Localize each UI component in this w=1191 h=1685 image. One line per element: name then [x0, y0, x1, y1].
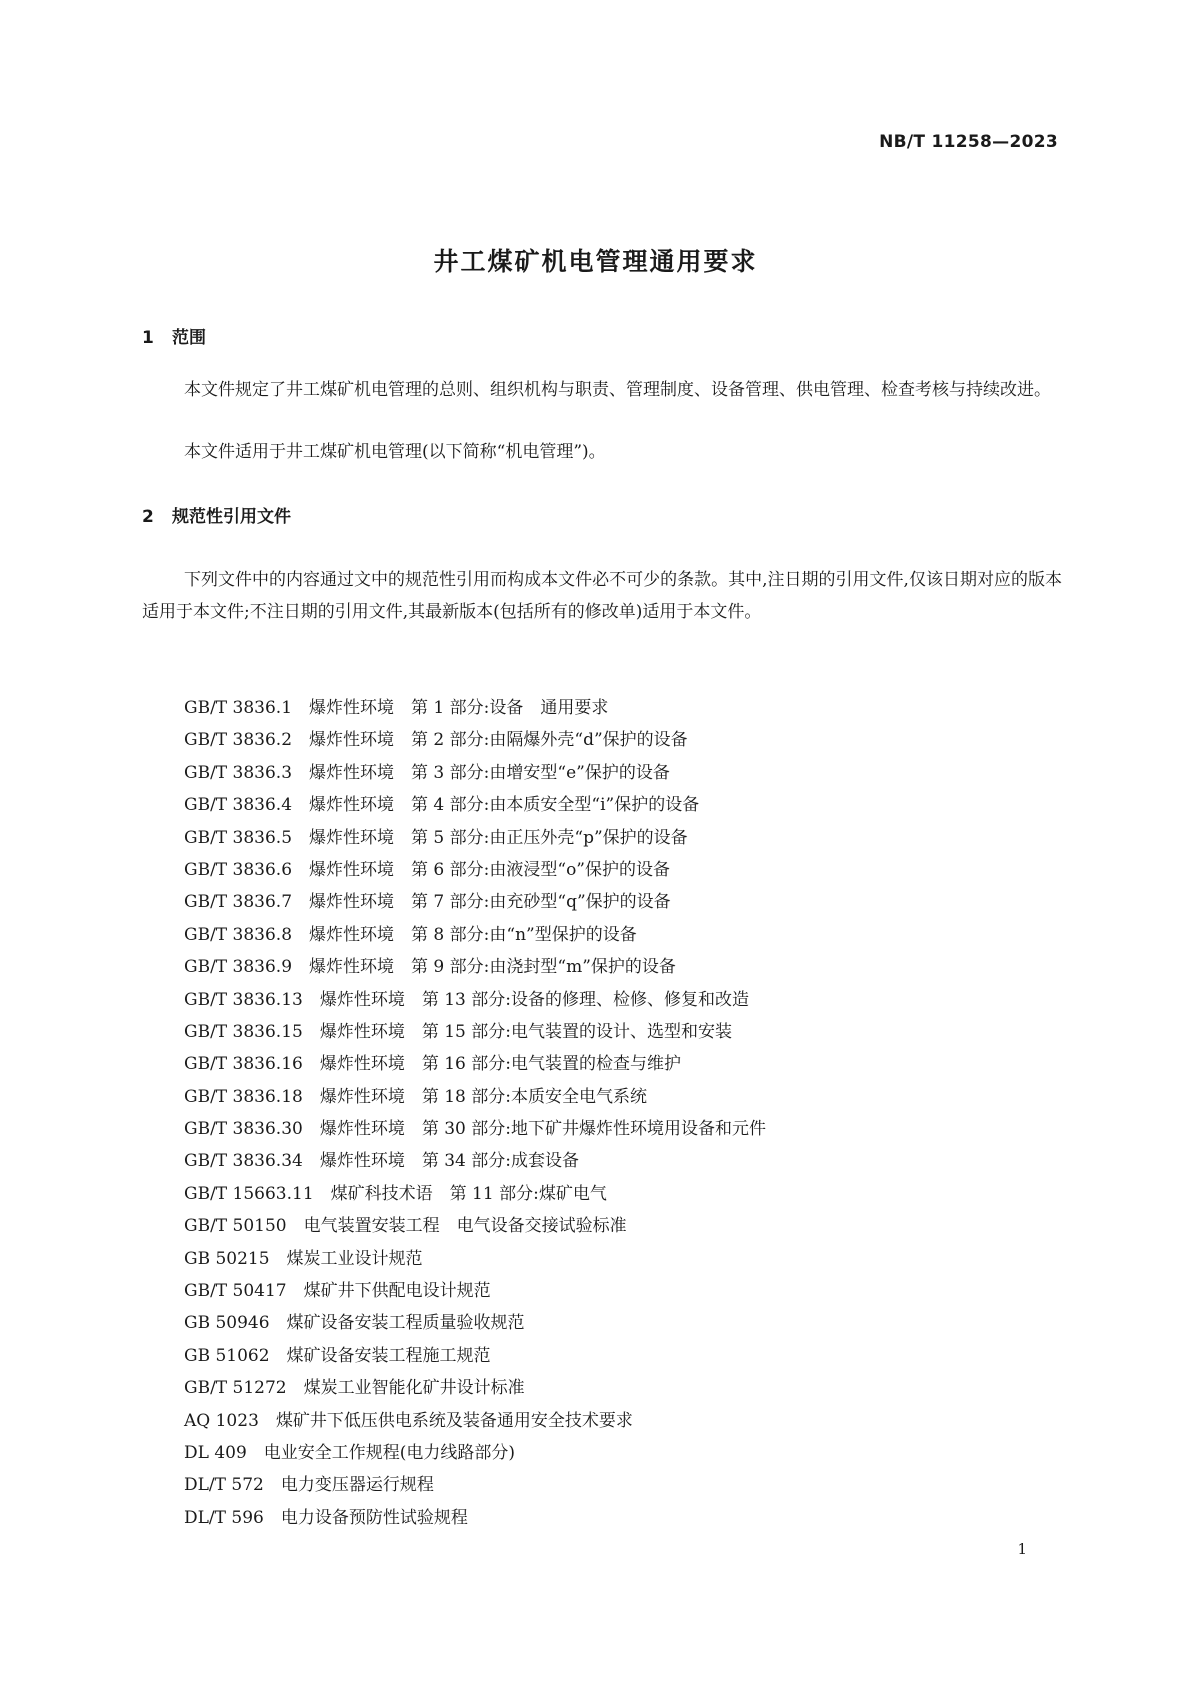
section-heading-normative-references: [142, 502, 291, 527]
reference-list: [184, 692, 766, 1534]
reference-item: DL 409 电业安全工作规程(电力线路部分): [184, 1442, 516, 1463]
reference-item: GB/T 3836.30 爆炸性环境 第 30 部分:地下矿井爆炸性环境用设备和元件: [184, 1119, 767, 1140]
reference-item: GB/T 3836.3 爆炸性环境 第 3 部分:由增安型“e”保护的设备: [184, 762, 670, 783]
section-number: 1: [142, 328, 154, 348]
reference-item: GB 50215 煤炭工业设计规范: [184, 1248, 423, 1269]
section-number: 2: [142, 507, 154, 527]
reference-item: GB/T 3836.4 爆炸性环境 第 4 部分:由本质安全型“i”保护的设备: [184, 795, 700, 816]
reference-item: GB/T 3836.2 爆炸性环境 第 2 部分:由隔爆外壳“d”保护的设备: [184, 730, 688, 751]
reference-item: DL/T 596 电力设备预防性试验规程: [184, 1507, 468, 1528]
reference-item: GB/T 3836.13 爆炸性环境 第 13 部分:设备的修理、检修、修复和改造: [184, 989, 750, 1010]
reference-item: GB/T 50150 电气装置安装工程 电气设备交接试验标准: [184, 1216, 627, 1237]
reference-item: GB/T 50417 煤矿井下供配电设计规范: [184, 1281, 491, 1302]
reference-item: GB/T 3836.15 爆炸性环境 第 15 部分:电气装置的设计、选型和安装: [184, 1021, 733, 1042]
reference-item: GB/T 3836.6 爆炸性环境 第 6 部分:由液浸型“o”保护的设备: [184, 859, 670, 880]
references-intro-paragraph: 下列文件中的内容通过文中的规范性引用而构成本文件必不可少的条款。其中,注日期的引用文件,仅该日期对应的版本适用于本文件;不注日期的引用文件,其最新版本(包括所有的修改单)适用于本文件。: [142, 570, 1062, 622]
reference-item: GB/T 3836.34 爆炸性环境 第 34 部分:成套设备: [184, 1151, 580, 1172]
reference-item: GB/T 3836.7 爆炸性环境 第 7 部分:由充砂型“q”保护的设备: [184, 892, 671, 913]
scope-paragraph-1: 本文件规定了井工煤矿机电管理的总则、组织机构与职责、管理制度、设备管理、供电管理、检查考核与持续改进。: [184, 380, 1051, 400]
reference-item: GB/T 3836.16 爆炸性环境 第 16 部分:电气装置的检查与维护: [184, 1054, 682, 1075]
reference-item: GB/T 3836.9 爆炸性环境 第 9 部分:由浇封型“m”保护的设备: [184, 957, 676, 978]
section-title: 范围: [172, 328, 206, 348]
reference-item: DL/T 572 电力变压器运行规程: [184, 1475, 434, 1496]
reference-item: GB 51062 煤矿设备安装工程施工规范: [184, 1345, 491, 1366]
reference-item: GB/T 3836.5 爆炸性环境 第 5 部分:由正压外壳“p”保护的设备: [184, 827, 688, 848]
reference-item: GB/T 15663.11 煤矿科技术语 第 11 部分:煤矿电气: [184, 1183, 607, 1204]
page-number: 1: [1017, 1540, 1027, 1558]
scope-paragraph-2: 本文件适用于井工煤矿机电管理(以下简称“机电管理”)。: [184, 442, 606, 462]
reference-item: GB/T 3836.1 爆炸性环境 第 1 部分:设备 通用要求: [184, 698, 609, 718]
reference-item: GB/T 3836.18 爆炸性环境 第 18 部分:本质安全电气系统: [184, 1086, 648, 1107]
reference-item: GB/T 3836.8 爆炸性环境 第 8 部分:由“n”型保护的设备: [184, 924, 637, 945]
reference-item: AQ 1023 煤矿井下低压供电系统及装备通用安全技术要求: [184, 1410, 633, 1431]
reference-item: GB 50946 煤矿设备安装工程质量验收规范: [184, 1313, 525, 1334]
section-heading-scope: [142, 323, 206, 348]
document-title: 井工煤矿机电管理通用要求: [433, 247, 758, 276]
section-title: 规范性引用文件: [172, 507, 291, 527]
reference-item: GB/T 51272 煤炭工业智能化矿井设计标准: [184, 1378, 525, 1399]
standard-number: NB/T 11258—2023: [879, 132, 1058, 152]
